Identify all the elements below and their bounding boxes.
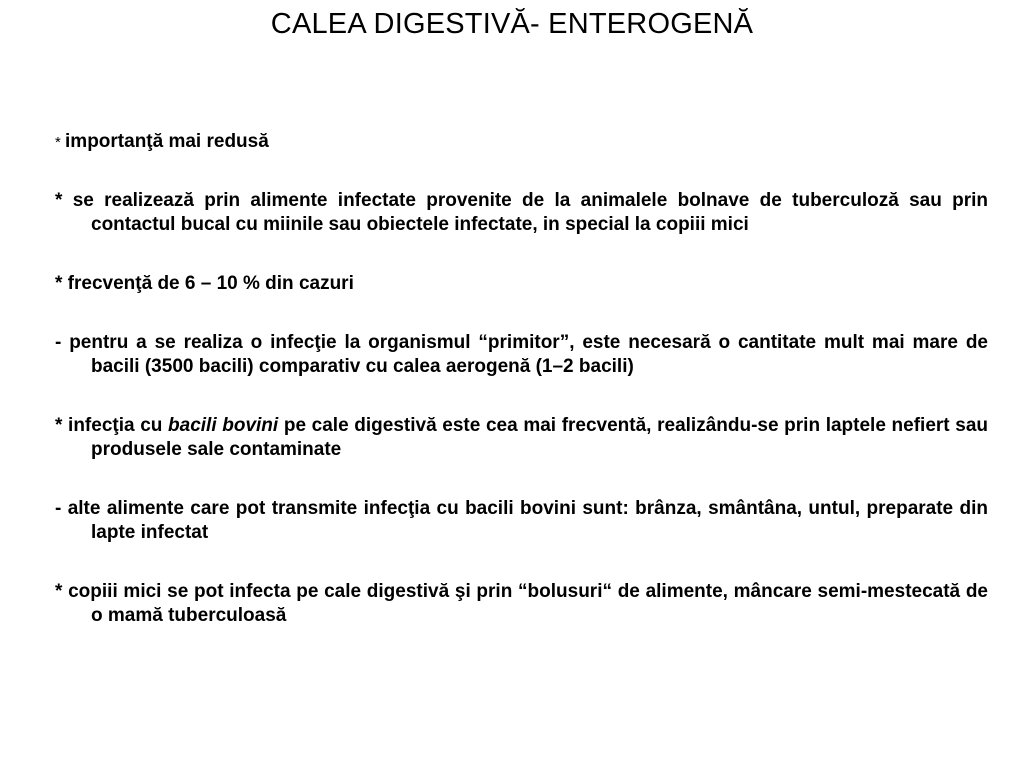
bullet-dairy-foods: - alte alimente care pot transmite infecţia cu bacili bovini sunt: brânza, smântâna, untul, preparate din lapte infectat <box>55 498 988 543</box>
bullet-text-after: pe cale digestivă este cea mai frecventă, realizându-se prin laptele nefiert sau produsele sale contaminate <box>91 415 988 460</box>
bullet-children-boluses: * copiii mici se pot infecta pe cale digestivă şi prin “bolusuri“ de alimente, mâncare semi-mestecată de o mamă tuberculoasă <box>55 581 988 626</box>
bullet-text-before: * infecţia cu <box>55 415 169 436</box>
bullet-marker: * <box>55 134 66 151</box>
slide-body <box>55 130 988 663</box>
bullet-bovine-bacilli <box>55 414 988 462</box>
bullet-text-italic: bacili bovini <box>168 415 279 436</box>
bullet-text: importanţă mai redusă <box>65 131 269 152</box>
bullet-frequency: * frecvenţă de 6 – 10 % din cazuri <box>55 273 354 294</box>
bullet-transmission-food: * se realizează prin alimente infectate provenite de la animalele bolnave de tuberculoză sau prin contactul bucal cu miinile sau obiectele infectate, in special la copiii mici <box>55 190 988 235</box>
slide-title: CALEA DIGESTIVĂ- ENTEROGENĂ <box>270 8 754 40</box>
bullet-importance <box>55 130 988 155</box>
bullet-bacilli-dose: - pentru a se realiza o infecţie la organismul “primitor”, este necesară o cantitate mult mai mare de bacili (3500 bacili) comparativ cu calea aerogenă (1–2 bacili) <box>55 332 988 377</box>
